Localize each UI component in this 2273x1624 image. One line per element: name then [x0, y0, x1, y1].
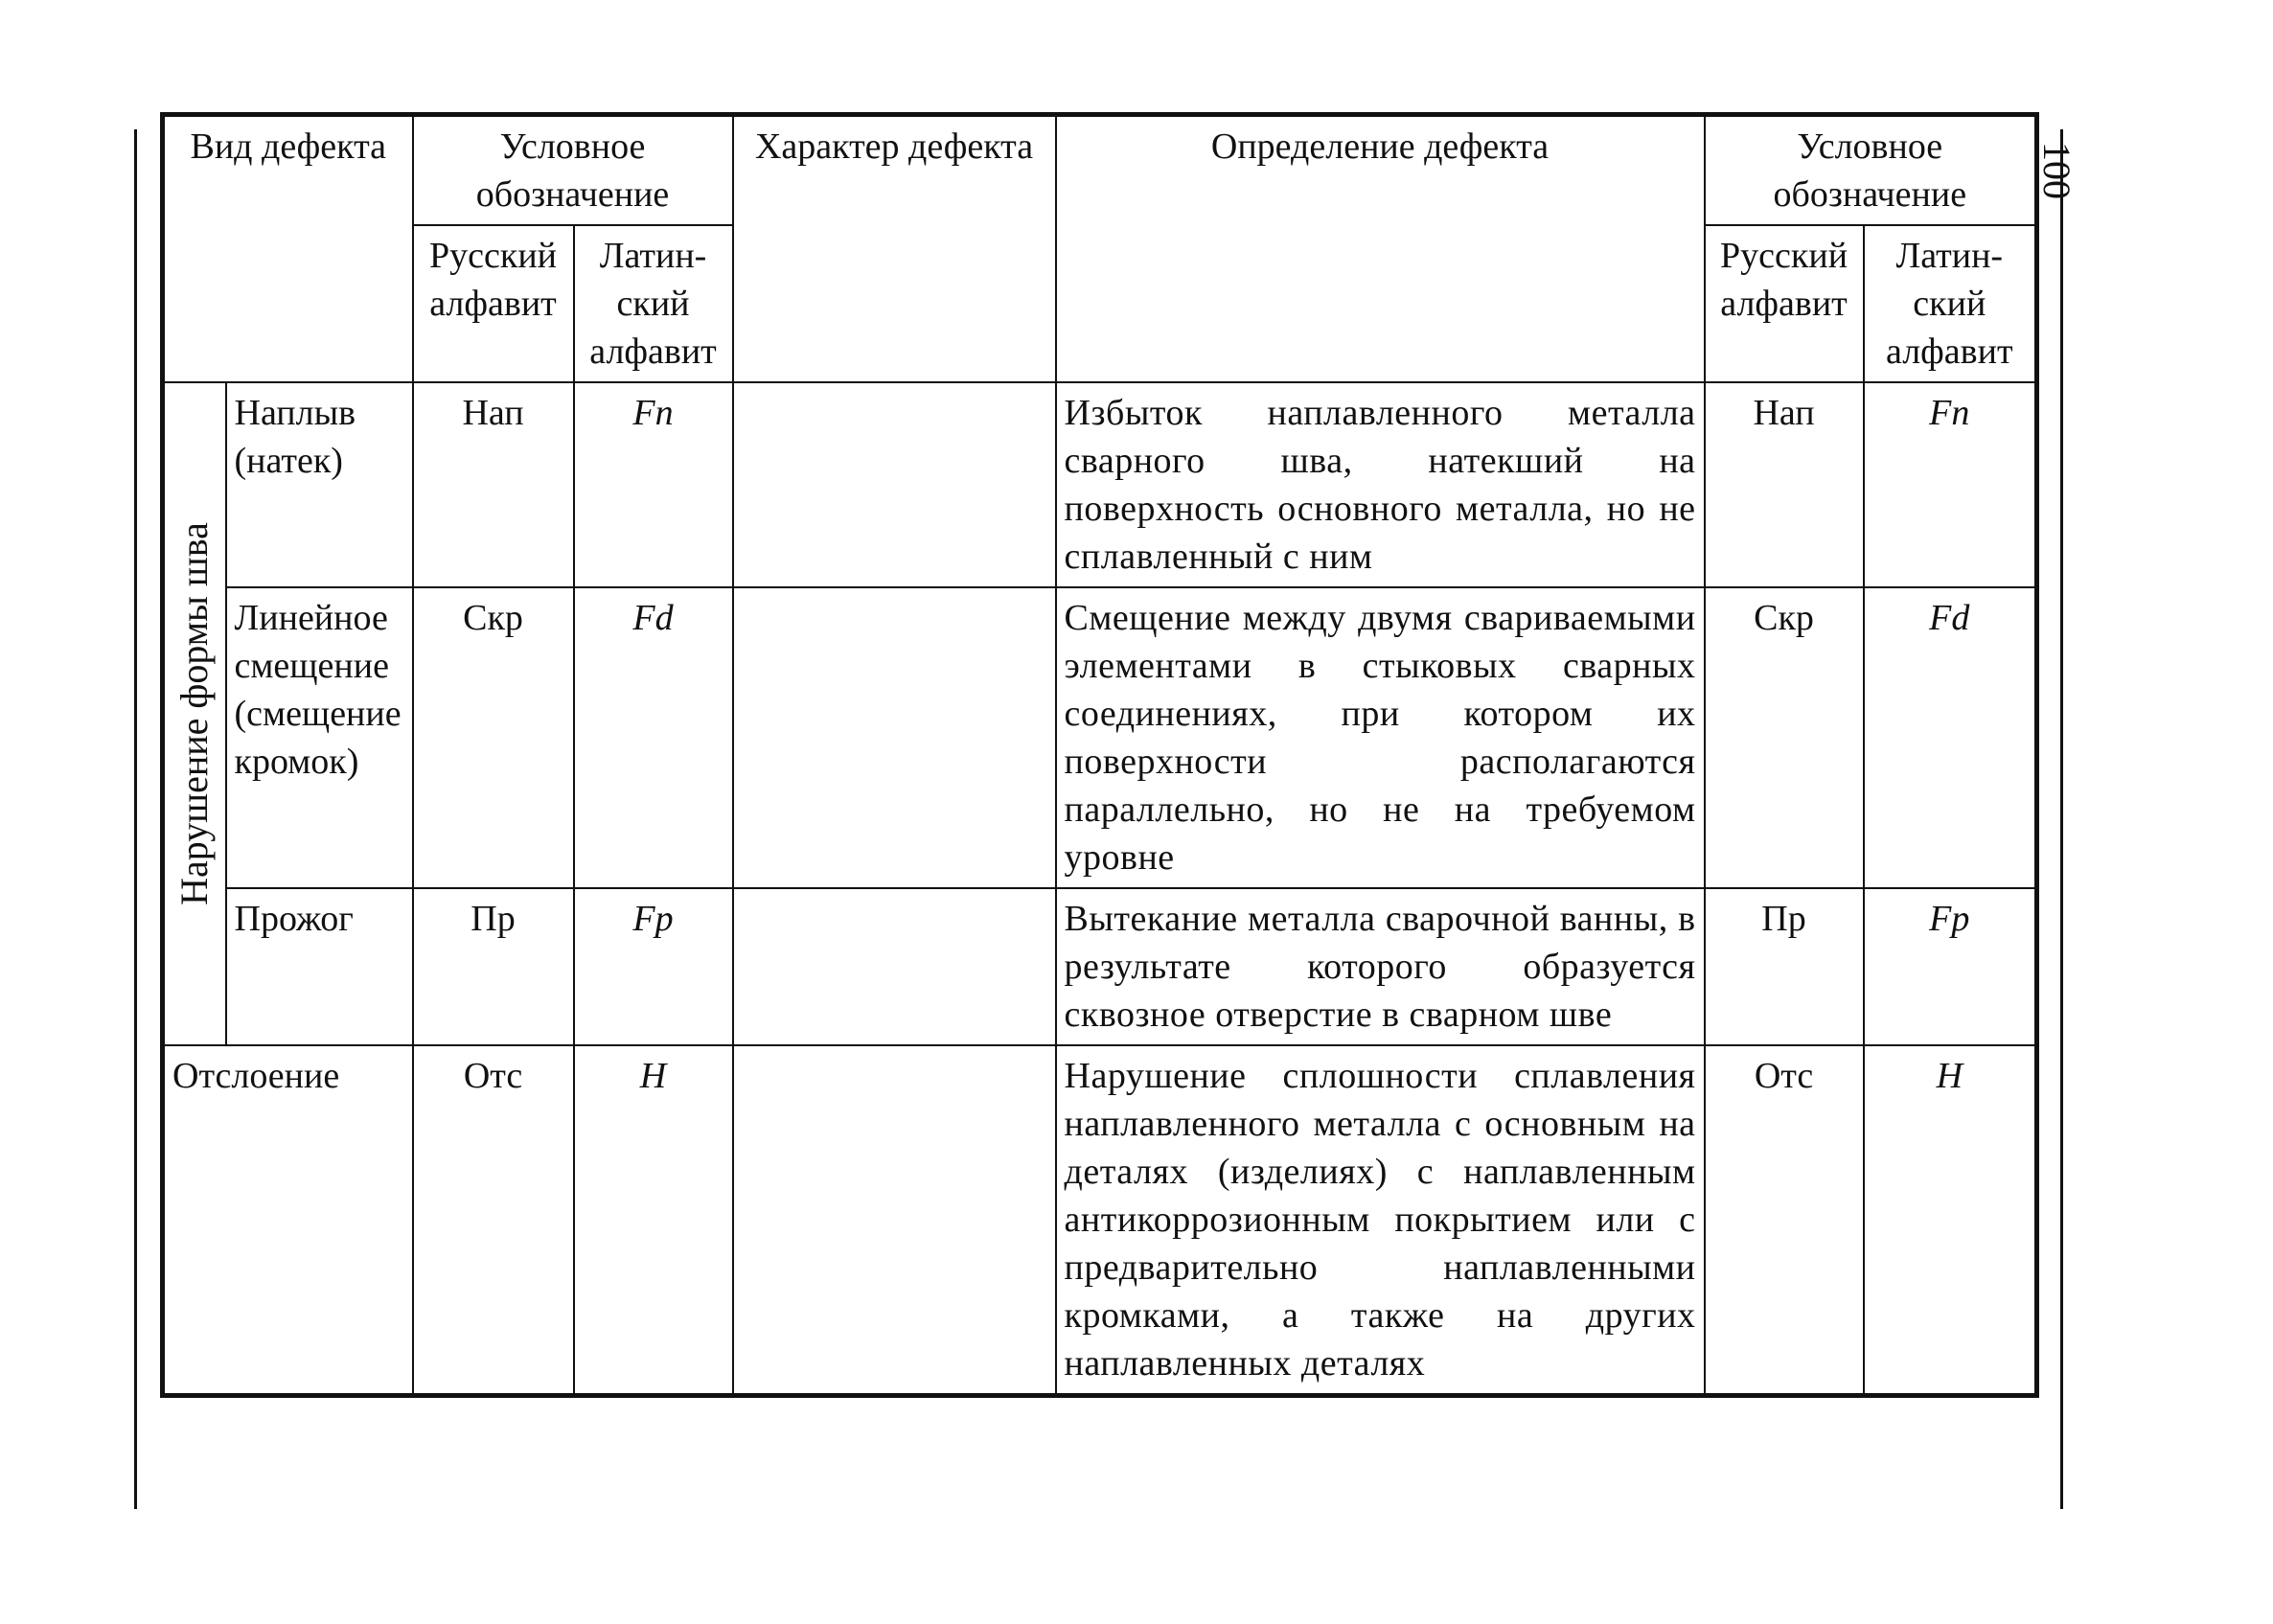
header-defect-type: Вид дефекта: [163, 115, 413, 383]
russian-code: Нап: [413, 382, 574, 587]
table-row: [163, 382, 2037, 587]
defect-character: [733, 382, 1056, 587]
latin-code: H: [574, 1045, 733, 1396]
defects-table: [160, 112, 2039, 1398]
table-row: [163, 587, 2037, 888]
page-number: 100: [2035, 142, 2078, 199]
header-character: Характер дефекта: [733, 115, 1056, 383]
latin-code: Fp: [1864, 888, 2037, 1045]
right-margin-line: [2060, 129, 2063, 1509]
defect-name: Линейное смещение (смещение кромок): [226, 587, 413, 888]
header-symbol-left: Условное обозначение: [413, 115, 733, 226]
russian-code: Отс: [1705, 1045, 1864, 1396]
russian-code: Пр: [413, 888, 574, 1045]
latin-code: H: [1864, 1045, 2037, 1396]
header-russian-left: Русский алфавит: [413, 225, 574, 382]
table-row: [163, 1045, 2037, 1396]
defect-name: Прожог: [226, 888, 413, 1045]
latin-code: Fn: [574, 382, 733, 587]
header-latin-left: Латин-ский алфавит: [574, 225, 733, 382]
latin-code: Fd: [1864, 587, 2037, 888]
russian-code: Нап: [1705, 382, 1864, 587]
defect-name: Наплыв (натек): [226, 382, 413, 587]
defect-definition: Вытекание металла сварочной ванны, в результате которого образуется сквозное отверстие в сварном шве: [1056, 888, 1705, 1045]
russian-code: Скр: [1705, 587, 1864, 888]
group-label-cell: [163, 382, 226, 1045]
latin-code: Fp: [574, 888, 733, 1045]
russian-code: Скр: [413, 587, 574, 888]
defect-name: Отслоение: [163, 1045, 413, 1396]
latin-code: Fd: [574, 587, 733, 888]
latin-code: Fn: [1864, 382, 2037, 587]
table-row: [163, 888, 2037, 1045]
header-definition: Определение дефекта: [1056, 115, 1705, 383]
russian-code: Пр: [1705, 888, 1864, 1045]
defect-character: [733, 1045, 1056, 1396]
defect-character: [733, 888, 1056, 1045]
defect-definition: Нарушение сплошности сплавления наплавленного металла с основным на деталях (изделиях) с наплавленным антикоррозионным покрытием или с предварительно наплавленными кромками, а также на других наплавленных деталях: [1056, 1045, 1705, 1396]
header-symbol-right: Условное обозначение: [1705, 115, 2037, 226]
header-latin-right: Латин-ский алфавит: [1864, 225, 2037, 382]
header-russian-right: Русский алфавит: [1705, 225, 1864, 382]
russian-code: Отс: [413, 1045, 574, 1396]
group-label: Нарушение формы шва: [172, 522, 217, 905]
left-margin-line: [134, 129, 137, 1509]
defect-definition: Избыток наплавленного металла сварного шва, натекший на поверхность основного металла, но не сплавленный с ним: [1056, 382, 1705, 587]
defect-character: [733, 587, 1056, 888]
defect-definition: Смещение между двумя свариваемыми элементами в стыковых сварных соединениях, при котором их поверхности располагаются параллельно, но не на требуемом уровне: [1056, 587, 1705, 888]
